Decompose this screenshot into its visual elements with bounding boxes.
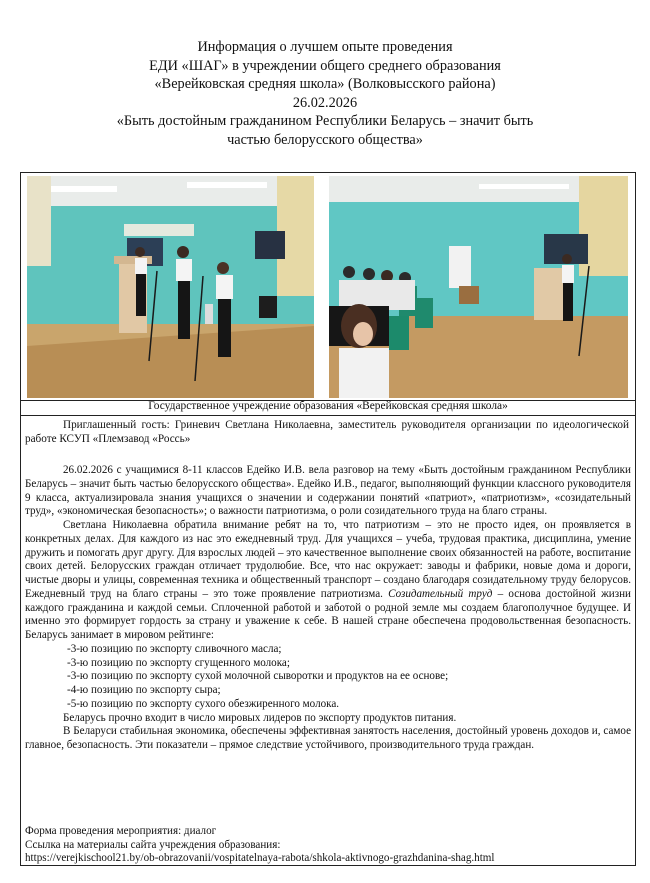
paragraph-patriotism-italic: Созидательный труд (388, 587, 493, 600)
report-footer (25, 825, 631, 866)
list-item: -4-ю позицию по экспорту сыра; (67, 684, 221, 696)
photo-caption: Государственное учреждение образования «Верейковская средняя школа» (148, 400, 508, 412)
divider-bottom (21, 415, 635, 416)
guest-info: Приглашенный гость: Гриневич Светлана Николаевна, заместитель руководителя организации по идеологической работе КСУП «Племзавод «Россь» (25, 419, 629, 445)
paragraph-economy: В Беларуси стабильная экономика, обеспечены эффективная занятость населения, достойный уровень доходов и, самое главное, безопасность. Эти показатели – прямое следствие устойчивого, производительного труда граждан. (25, 725, 631, 751)
classroom-photo-students-at-lectern-icon (27, 176, 314, 398)
report-body (25, 464, 631, 753)
paragraph-patriotism-part-1: Светлана Николаевна обратила внимание ребят на то, что патриотизм – это не просто идея, он проявляется в конкретных делах. Для каждого из нас это ежедневный труд. Для учащихся – учеба, трудовая практика, дисциплина, умение дружить и помогать друг другу. Для взрослых людей – это качественное выполнение своих обязанностей на работе, воспитание своих детей. Белорусских граждан отличает трудолюбие. Все, что нас окружает: заводы и фабрики, новые дома и дороги, чистые дворы и улицы, современная техника и общественный транспорт – создано благодаря созидательному труду белорусов. Ежедневный труд на благо страны – это тоже проявление патриотизма. (25, 519, 631, 600)
list-item: -5-ю позицию по экспорту сухого обезжиренного молока. (67, 697, 340, 710)
header-theme-line-1: «Быть достойным гражданином Республики Беларусь – значит быть (116, 113, 534, 129)
list-item: -3-ю позицию по экспорту сухой молочной сыворотки и продуктов на ее основе; (67, 670, 449, 683)
list-item: -3-ю позицию по экспорту сгущенного молока; (67, 656, 290, 669)
header-theme-line-2: частью белорусского общества» (227, 131, 423, 148)
link-label: Ссылка на материалы сайта учреждения образования: (25, 838, 281, 851)
paragraph-intro: 26.02.2026 с учащимися 8-11 классов Едейко И.В. вела разговор на тему «Быть достойным гражданином Республики Беларусь – значит быть частью белорусского общества». Едейко И.В., педагог, выполняющий функции классного руководителя 9 класса, актуализировала знания учащихся о значении и содержании понятий «патриот», «патриотизм», «созидательный труд», «экономическая безопасность»; о важности патриотизма, о роли созидательного труда на благо страны. (25, 464, 631, 518)
content-frame (20, 172, 636, 866)
paragraph-export: Беларусь прочно входит в число мировых лидеров по экспорту продуктов питания. (63, 711, 457, 724)
header-line-1: Информация о лучшем опыте проведения (197, 39, 453, 55)
event-photo-1 (27, 176, 314, 398)
list-item: -3-ю позицию по экспорту сливочного масла; (67, 642, 282, 655)
event-photo-2 (329, 176, 628, 398)
classroom-photo-audience-icon (329, 176, 628, 398)
event-form: Форма проведения мероприятия: диалог (25, 825, 217, 837)
header-date: 26.02.2026 (292, 94, 358, 111)
school-link[interactable]: https://verejkischool21.by/ob-obrazovanii/vospitatelnaya-rabota/shkola-aktivnogo-grazhdanina-shag.html (25, 852, 495, 864)
header-line-3: «Верейковская средняя школа» (Волковысского района) (154, 76, 496, 92)
paragraph-patriotism (25, 519, 631, 643)
document-header (0, 38, 650, 149)
header-line-2: ЕДИ «ШАГ» в учреждении общего среднего образования (149, 57, 501, 74)
paragraph-patriotism-part-2: – основа достойной жизни каждого гражданина и каждой семьи. Сплоченной работой и заботой о родной земле мы создаем благополучное будущее. И именно это формирует гордость за страну и уважение к себе. В нашей стране обеспечена продовольственная безопасность. Беларусь занимает в мировом рейтинге: (25, 587, 631, 641)
